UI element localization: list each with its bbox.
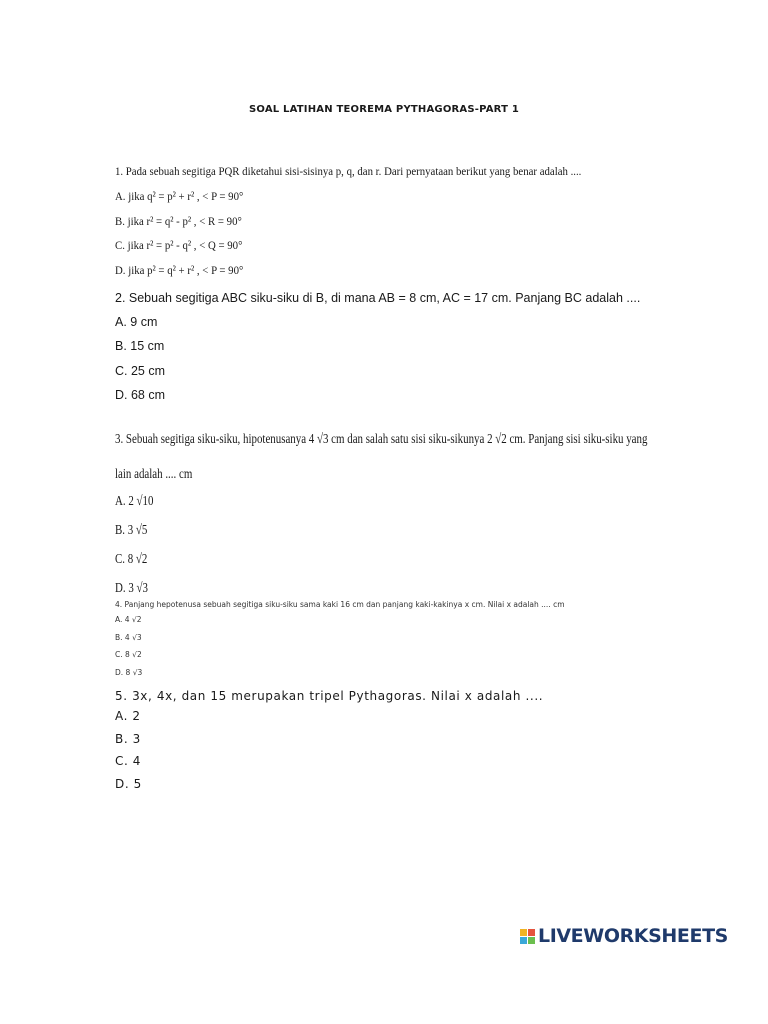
question-4-option-a: A. 4 √2 — [115, 615, 142, 624]
question-5-stem: 5. 3x, 4x, dan 15 merupakan tripel Pythagoras. Nilai x adalah .... — [115, 689, 544, 703]
question-1 — [115, 164, 581, 288]
logo-tile-4 — [528, 937, 535, 944]
question-5-option-d: D. 5 — [115, 776, 142, 791]
question-1-option-d: D. jika p² = q² + r² , < P = 90° — [115, 262, 244, 277]
question-2-option-d: D. 68 cm — [115, 387, 166, 402]
question-1-option-b: B. jika r² = q² - p² , < R = 90° — [115, 213, 242, 228]
question-3-stem-line-2: lain adalah .... cm — [115, 467, 193, 482]
question-1-option-c: C. jika r² = p² - q² , < Q = 90° — [115, 238, 243, 252]
question-3-option-b: B. 3 √5 — [115, 523, 148, 538]
question-5-option-b: B. 3 — [115, 731, 141, 746]
brand-name: LIVEWORKSHEETS — [538, 925, 728, 947]
question-5-option-a: A. 2 — [115, 709, 141, 723]
question-3-option-c: C. 8 √2 — [115, 552, 148, 567]
logo-tile-1 — [520, 929, 527, 936]
question-5-option-c: C. 4 — [115, 754, 142, 768]
question-2-option-c: C. 25 cm — [115, 363, 166, 378]
question-4-option-c: C. 8 √2 — [115, 650, 142, 659]
logo-tile-2 — [528, 929, 535, 936]
question-2 — [115, 291, 640, 412]
question-4-stem: 4. Panjang hepotenusa sebuah segitiga siku-siku sama kaki 16 cm dan panjang kaki-kakinya x cm. Nilai x adalah .... cm — [115, 600, 565, 609]
question-5 — [115, 689, 543, 800]
question-2-option-b: B. 15 cm — [115, 339, 165, 354]
question-4-option-b: B. 4 √3 — [115, 632, 142, 642]
question-1-option-a: A. jika q² = p² + r² , < P = 90° — [115, 189, 244, 203]
liveworksheets-logo-icon — [520, 929, 535, 944]
question-1-stem: 1. Pada sebuah segitiga PQR diketahui sisi-sisinya p, q, dan r. Dari pernyataan berikut yang benar adalah .... — [115, 164, 582, 178]
question-3-stem-line-1: 3. Sebuah segitiga siku-siku, hipotenusanya 4 √3 cm dan salah satu sisi siku-sikunya 2 √2 cm. Panjang sisi siku-siku yang — [115, 432, 648, 447]
question-3 — [115, 425, 647, 611]
question-4 — [115, 600, 565, 685]
question-3-option-a: A. 2 √10 — [115, 494, 154, 509]
question-4-option-d: D. 8 √3 — [115, 667, 143, 677]
liveworksheets-brand — [520, 924, 728, 948]
question-2-option-a: A. 9 cm — [115, 315, 158, 329]
page-title: SOAL LATIHAN TEOREMA PYTHAGORAS-PART 1 — [249, 104, 519, 115]
question-2-stem: 2. Sebuah segitiga ABC siku-siku di B, di mana AB = 8 cm, AC = 17 cm. Panjang BC adalah .... — [115, 291, 641, 305]
question-3-option-d: D. 3 √3 — [115, 581, 148, 596]
logo-tile-3 — [520, 937, 527, 944]
